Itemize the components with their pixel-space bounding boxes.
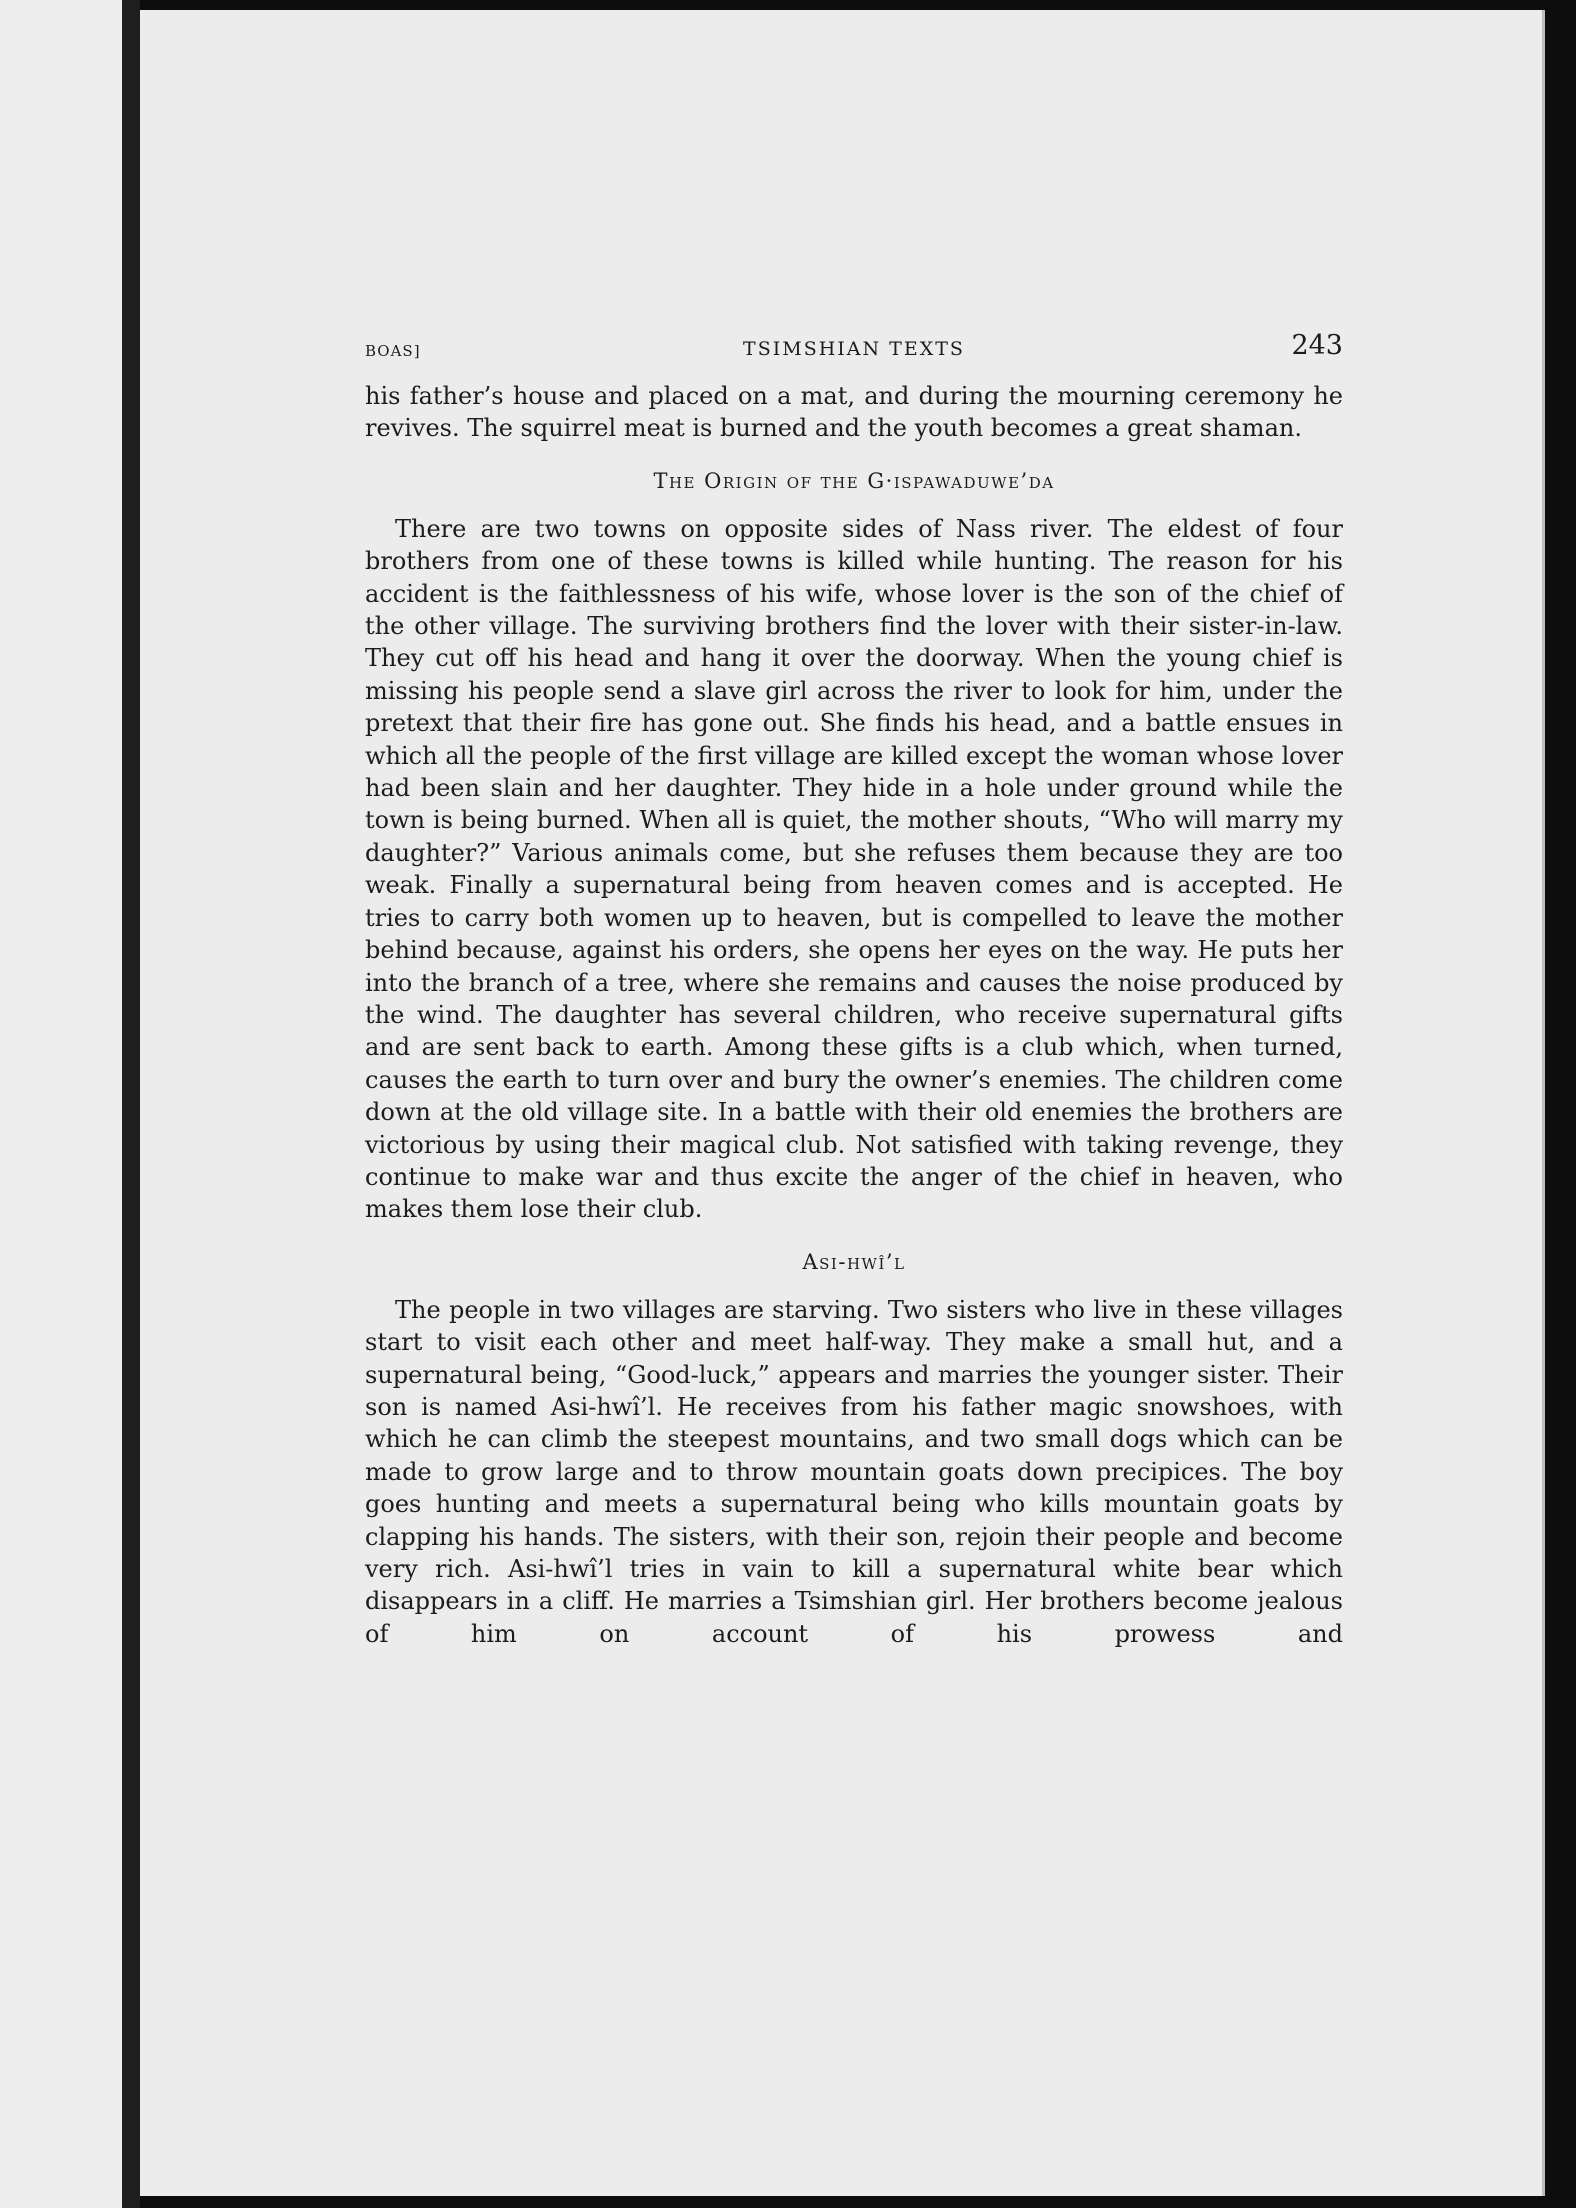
page-number: 243 [1291,330,1343,361]
book-gutter [122,0,140,2208]
text-block [365,328,1343,1650]
running-head-title: TSIMSHIAN TEXTS [743,338,965,360]
book-page [140,10,1545,2196]
running-head-author: BOAS] [365,342,421,360]
section-title-asihwil: Asi-hwî’l [802,1249,906,1274]
paragraph-continuation: his father’s house and placed on a mat, and during the mourning ceremony he revives. The squirrel meat is burned and the youth becomes a great shaman. [365,382,1343,443]
running-head [365,328,1343,372]
paragraph-asihwil: The people in two villages are starving. Two sisters who live in these villages start to visit each other and meet half-way. They make a small hut, and a supernatural being, “Good-luck,” appears and marries the younger sister. Their son is named Asi-hwî’l. He receives from his father magic snowshoes, with which he can climb the steepest mountains, and two small dogs which can be made to grow large and to throw mountain goats down precipices. The boy goes hunting and meets a supernatural being who kills mountain goats by clapping his hands. The sisters, with their son, rejoin their people and become very rich. Asi-hwî’l tries in vain to kill a supernatural white bear which disappears in a cliff. He marries a Tsimshian girl. Her brothers become jealous of him on account of his prowess and [365,1295,1343,1648]
facing-page-edge [0,0,122,2208]
section-title-origin: The Origin of the G·ispawaduwe’da [653,468,1055,493]
paragraph-origin: There are two towns on opposite sides of Nass river. The eldest of four brothers from one of these towns is killed while hunting. The reason for his accident is the faithlessness of his wife, whose lover is the son of the chief of the other village. The surviving brothers find the lover with their sister-in-law. They cut off his head and hang it over the doorway. When the young chief is missing his people send a slave girl across the river to look for him, under the pretext that their fire has gone out. She finds his head, and a battle ensues in which all the people of the first village are killed except the woman whose lover had been slain and her daughter. They hide in a hole under ground while the town is being burned. When all is quiet, the mother shouts, “Who will marry my daughter?” Various animals come, but she refuses them because they are too weak. Finally a supernatural being from heaven comes and is accepted. He tries to carry both women up to heaven, but is compelled to leave the mother behind because, against his orders, she opens her eyes on the way. He puts her into the branch of a tree, where she remains and causes the noise produced by the wind. The daughter has several children, who receive supernatural gifts and are sent back to earth. Among these gifts is a club which, when turned, causes the earth to turn over and bury the owner’s enemies. The children come down at the old village site. In a battle with their old enemies the brothers are victorious by using their magical club. Not satisfied with taking revenge, they continue to make war and thus excite the anger of the chief in heaven, who makes them lose their club. [365,514,1343,1224]
